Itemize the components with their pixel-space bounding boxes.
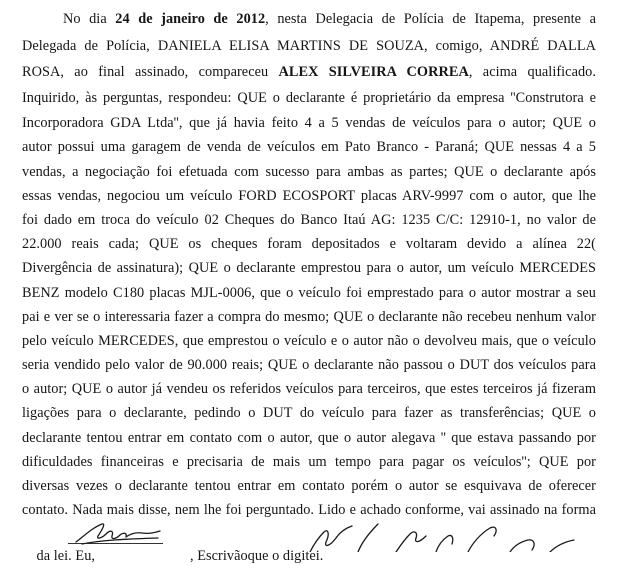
text-segment: essas vendas, negociou um veículo FORD ECOSPORT placas ARV-9997 com o autor, que lhe xyxy=(22,188,596,204)
text-segment: , nesta Delegacia de Polícia de Itapema, presente a xyxy=(265,11,596,27)
text-line-1 xyxy=(63,9,596,29)
text-segment: vendas, a negociação foi efetuada com sucesso para ambas as partes; QUE o declarante após xyxy=(22,164,596,180)
text-line-20 xyxy=(22,476,596,496)
text-line-18 xyxy=(22,428,596,448)
text-line-6 xyxy=(22,137,596,157)
text-segment: ligações para o declarante, pedindo o DUT do veículo para fazer as transferências; QUE o xyxy=(22,405,596,421)
text-line-3 xyxy=(22,62,596,82)
declarant-name-bold: ALEX SILVEIRA CORREA xyxy=(278,64,469,80)
text-segment: Inquirido, às perguntas, respondeu: QUE o declarante é proprietário da empresa ''Construtora e xyxy=(22,90,596,106)
text-segment: ROSA, ao final assinado, compareceu xyxy=(22,64,279,80)
text-line-4 xyxy=(22,88,596,108)
text-segment: foi dado em troca do veículo 02 Cheques do Banco Itaú AG: 1235 C/C: 12910-1, no valor de xyxy=(22,212,596,228)
text-line-2 xyxy=(22,36,596,56)
text-line-14 xyxy=(22,331,596,351)
text-segment: No dia xyxy=(63,11,116,27)
text-line-17 xyxy=(22,403,596,423)
text-segment: Divergência de assinatura); QUE o declarante emprestou para o autor, um veículo MERCEDES xyxy=(22,260,596,276)
text-segment: o autor; QUE o autor já vendeu os referidos veículos para terceiros, que estes terceiros já fizeram xyxy=(22,381,596,397)
text-line-8 xyxy=(22,186,596,206)
text-segment: pai e ver se o interessaria fazer a compra do mesmo; QUE o declarante não recebeu nenhum valor xyxy=(22,309,596,325)
text-segment: , Escrivãoque o digitei. xyxy=(190,548,324,564)
text-segment: , acima qualificado. xyxy=(468,64,596,80)
text-line-10 xyxy=(22,234,596,254)
text-line-7 xyxy=(22,162,596,182)
text-line-13 xyxy=(22,307,596,327)
text-line-5 xyxy=(22,113,596,133)
text-segment: Delegada de Polícia, DANIELA ELISA MARTINS DE SOUZA, comigo, ANDRÉ DALLA xyxy=(22,38,596,54)
text-segment: Incorporadora GDA Ltda'', que já havia feito 4 a 5 vendas de veículos para o autor; QUE o xyxy=(22,115,596,131)
text-segment: declarante tentou entrar em contato com o autor, que o autor alegava '' que estava passando por xyxy=(22,430,596,446)
clerk-initials-signature xyxy=(72,518,164,548)
text-segment: diversas vezes o declarante tentou entrar em contato porém o autor se esquivava de oferecer xyxy=(22,478,596,494)
text-segment: pelo veículo MERCEDES, que emprestou o veículo e o autor não o devolveu mais, que o veículo xyxy=(22,333,596,349)
text-line-19 xyxy=(22,452,596,472)
text-segment: seria vendido pelo valor de 90.000 reais; QUE o declarante não passou o DUT dos veículos para xyxy=(22,357,596,373)
text-line-11 xyxy=(22,258,596,278)
text-line-22 xyxy=(22,526,322,586)
text-line-12 xyxy=(22,283,596,303)
text-segment: 22.000 reais cada; QUE os cheques foram depositados e voltaram devido a alínea 22( xyxy=(22,236,596,252)
date-bold: 24 de janeiro de 2012 xyxy=(115,11,266,27)
text-segment: dificuldades financeiras e precisaria de mais um tempo para pagar os veículos''; QUE por xyxy=(22,454,596,470)
text-segment: da lei. Eu, xyxy=(36,548,96,564)
text-line-16 xyxy=(22,379,596,399)
text-line-21 xyxy=(22,500,596,520)
text-line-9 xyxy=(22,210,596,230)
text-segment: BENZ modelo C180 placas MJL-0006, que o veículo foi emprestado para o autor mostrar a seu xyxy=(22,285,596,301)
text-segment: contato. Nada mais disse, nem lhe foi perguntado. Lido e achado conforme, vai assinado na forma xyxy=(22,502,596,518)
text-line-15 xyxy=(22,355,596,375)
text-segment: autor possui uma garagem de venda de veículos em Pato Branco - Paraná; QUE nessas 4 a 5 xyxy=(22,139,596,155)
deponent-signature xyxy=(300,520,617,552)
